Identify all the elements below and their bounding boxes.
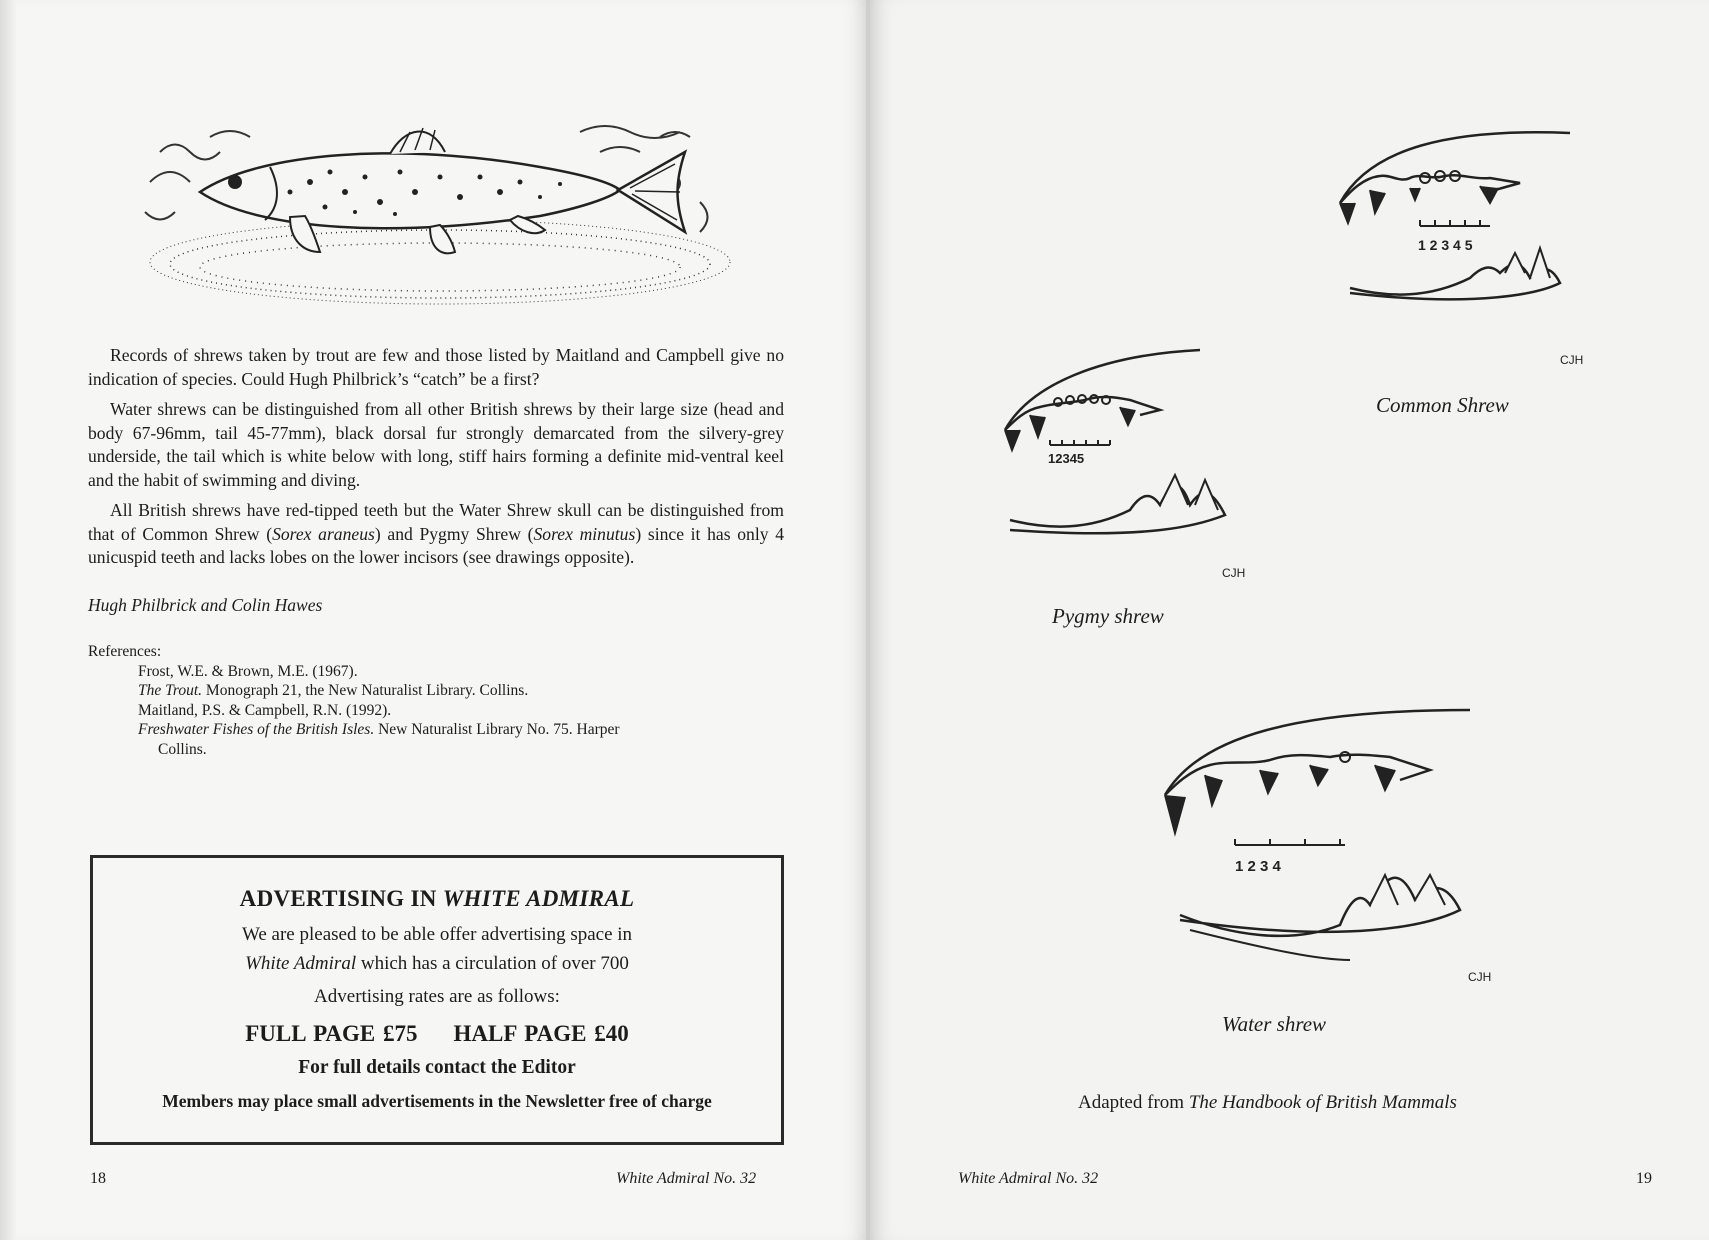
author-signature: Hugh Philbrick and Colin Hawes — [88, 595, 323, 615]
caption-pygmy-shrew: Pygmy shrew — [1052, 604, 1164, 628]
references — [88, 642, 788, 759]
water-shrew-skull-drawing — [1150, 705, 1570, 985]
common-shrew-skull-drawing — [1330, 128, 1630, 378]
reference-entry — [88, 681, 788, 701]
species-name: Sorex minutus — [533, 523, 636, 544]
references-heading: References: — [88, 643, 162, 660]
paragraph: Water shrews can be distinguished from all other British shrews by their large size (head and body 67-96mm, tail 45-77mm), black dorsal fur strongly demarcated from the silvery-grey underside, the tail which is white below with long, stiff hairs forming a definite mid-ventral keel and the habit of swimming and diving. — [88, 399, 784, 490]
trout-illustration — [140, 112, 750, 312]
caption-common-shrew: Common Shrew — [1376, 393, 1509, 417]
ad-title — [93, 886, 781, 912]
reference-title: The Trout. — [138, 682, 203, 699]
text-run: All British shrews have red-tipped teeth but the Water Shrew skull can be distinguished from that of Common Shrew ( — [88, 500, 784, 544]
rate-full-page: FULL PAGE £75 — [245, 1021, 418, 1046]
artist-monogram: CJH — [1468, 970, 1492, 984]
credit-text: Adapted from — [1078, 1092, 1189, 1113]
ad-members-note: Members may place small advertisements in the Newsletter free of charge — [162, 1091, 712, 1111]
page-number: 18 — [90, 1170, 106, 1187]
reference-entry — [88, 720, 788, 740]
credit-source-title: The Handbook of British Mammals — [1188, 1092, 1457, 1113]
rate-half-page: HALF PAGE £40 — [453, 1021, 629, 1046]
advertising-box — [90, 855, 784, 1145]
ad-line-text: which has a circulation of over 700 — [356, 953, 629, 974]
reference-details: New Naturalist Library No. 75. Harper — [374, 721, 620, 738]
running-footer: White Admiral No. 32 — [616, 1170, 757, 1187]
water-scale-label: 1 2 3 4 — [1235, 858, 1281, 875]
right-page — [870, 0, 1709, 1240]
pygmy-shrew-skull-drawing — [1000, 345, 1310, 595]
page-edge — [0, 0, 16, 1240]
ad-rates — [93, 1021, 781, 1047]
species-name: Sorex araneus — [272, 523, 375, 544]
article-text — [88, 344, 784, 577]
reference-details: Monograph 21, the New Naturalist Library. Collins. — [202, 682, 529, 699]
ad-line: Advertising rates are as follows: — [314, 986, 560, 1007]
ad-title-text: ADVERTISING IN — [239, 886, 443, 911]
common-scale-label: 1 2 3 4 5 — [1418, 237, 1473, 253]
running-footer: White Admiral No. 32 — [958, 1170, 1099, 1187]
page-number: 19 — [1636, 1170, 1652, 1187]
ad-contact: For full details contact the Editor — [298, 1057, 576, 1078]
reference-title: Freshwater Fishes of the British Isles. — [138, 721, 375, 738]
pygmy-scale-label: 12345 — [1048, 451, 1085, 466]
paragraph: Records of shrews taken by trout are few and those listed by Maitland and Campbell give no indication of species. Could Hugh Philbrick’s “catch” be a first? — [88, 345, 784, 389]
ad-title-italic: WHITE ADMIRAL — [442, 886, 635, 911]
reference-continuation: Collins. — [158, 740, 207, 758]
text-run: ) since it has only 4 unicuspid teeth and lacks lobes on the lower incisors (see drawings opposite). — [88, 523, 785, 567]
caption-water-shrew: Water shrew — [1222, 1012, 1327, 1036]
reference-authors: Frost, W.E. & Brown, M.E. (1967). — [138, 662, 358, 680]
figure-credit — [1078, 1092, 1457, 1114]
artist-monogram: CJH — [1560, 353, 1584, 367]
reference-authors: Maitland, P.S. & Campbell, R.N. (1992). — [138, 701, 392, 719]
ad-line: We are pleased to be able offer advertising space in — [241, 924, 633, 945]
ad-line — [93, 949, 781, 978]
artist-monogram: CJH — [1222, 566, 1246, 580]
text-run: ) and Pygmy Shrew ( — [374, 523, 534, 544]
ad-line-italic: White Admiral — [245, 953, 357, 974]
paragraph — [88, 499, 784, 570]
